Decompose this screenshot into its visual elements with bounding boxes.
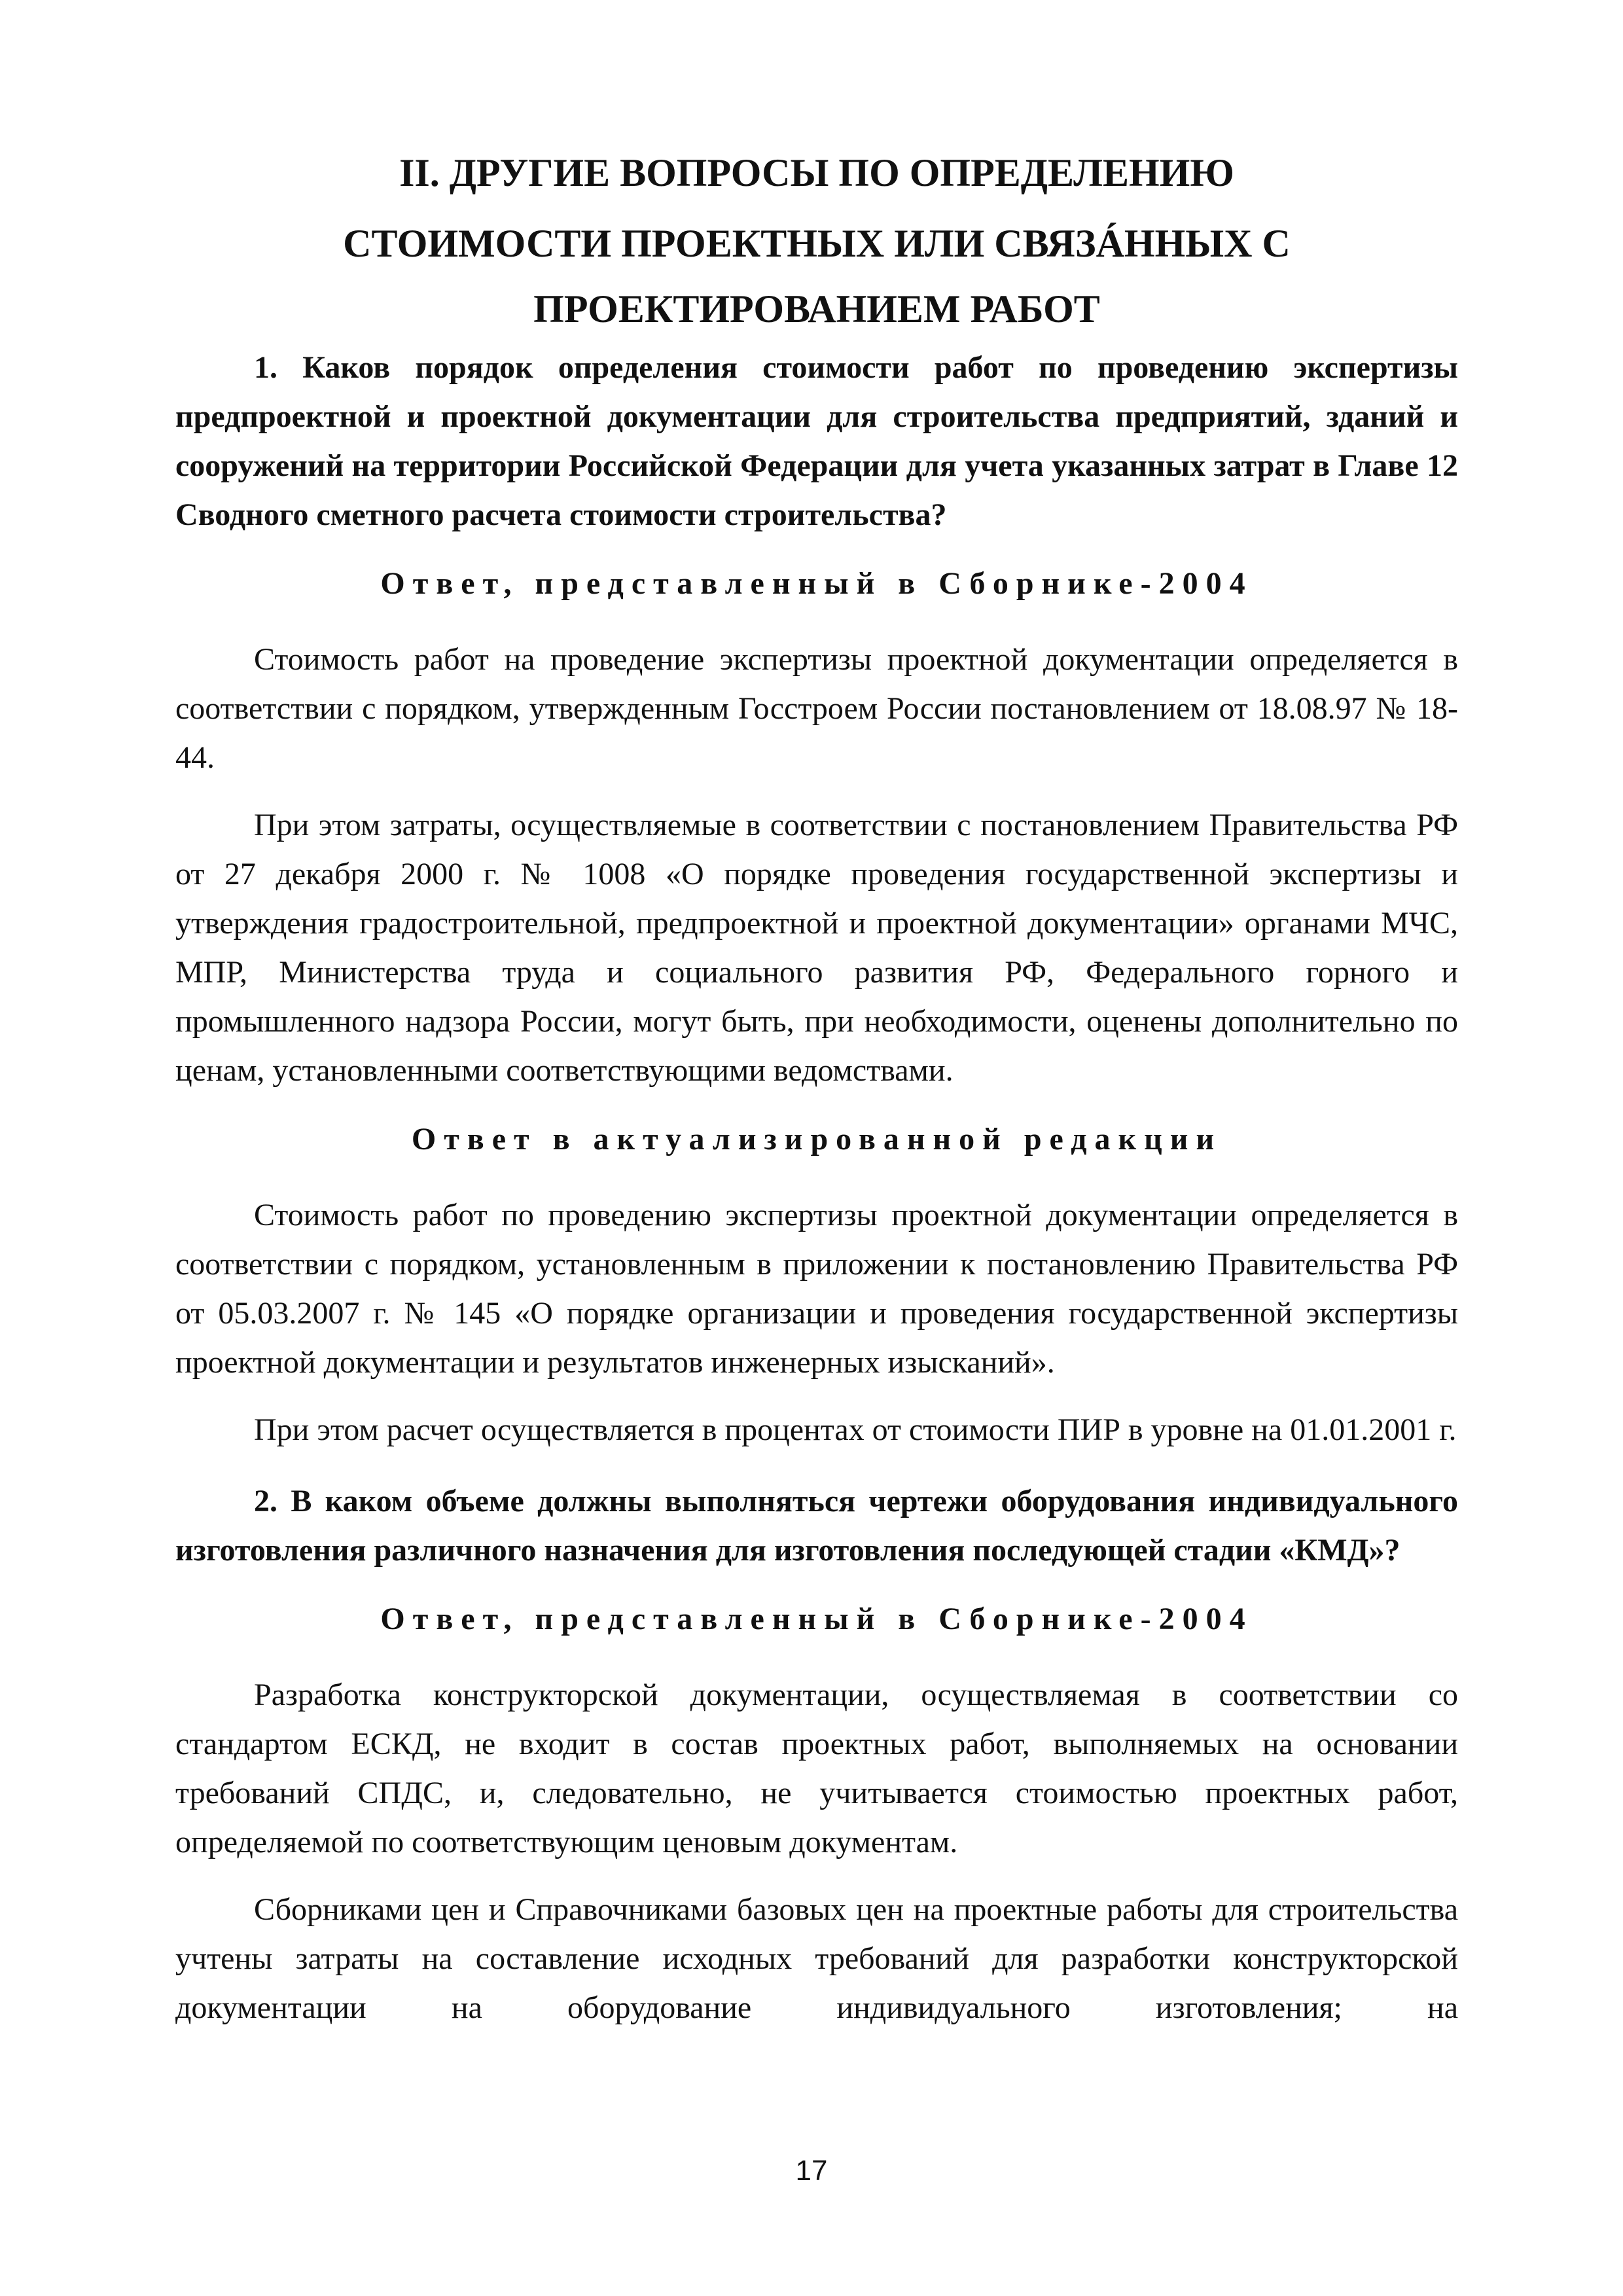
- question-2-text: В каком объеме должны выполняться чертежи оборудования индивидуального изготовления различного назначения для изготовления последующей стадии «КМД»?: [175, 1484, 1459, 1568]
- paragraph-gap: [175, 1387, 1458, 1405]
- section-title-line-1: II. ДРУГИЕ ВОПРОСЫ ПО ОПРЕДЕЛЕНИЮ: [399, 151, 1234, 194]
- q2-answer-2004-paragraph-1: Разработка конструкторской документации, осуществляемая в соответствии со стандартом ЕСКД, не входит в состав проектных работ, выполняемых на основании требований СПДС, и, следовательно, не учитывается стоимостью проектных работ, определяемой по соответствующим ценовым документам.: [175, 1677, 1458, 1859]
- question-1-text: Каков порядок определения стоимости работ по проведению экспертизы предпроектной и проектной документации для строительства предприятий, зданий и сооружений на территории Российской Федерации для учета указанных затрат в Главе 12 Сводного сметного расчета стоимости строительства?: [175, 350, 1459, 532]
- question-2-number: 2.: [254, 1484, 277, 1518]
- q1-answer-2004-paragraph-2: При этом затраты, осуществляемые в соответствии с постановлением Правительства РФ от 27 декабря 2000 г. № 1008 «О порядке проведения государственной экспертизы и утверждения градостроительной, предпроектной и проектной документации» органами МЧС, МПР, Министерства труда и социального развития РФ, Федерального горного и промышленного надзора России, могут быть, при необходимости, оценены дополнительно по ценам, установленными соответствующими ведомствами.: [175, 808, 1458, 1088]
- question-1-number: 1.: [254, 350, 277, 385]
- paragraph-gap: [175, 1454, 1458, 1473]
- paragraph-gap: [175, 782, 1458, 800]
- paragraph-gap: [175, 1867, 1458, 1885]
- q2-answer-2004-paragraph-2: Сборниками цен и Справочниками базовых цен на проектные работы для строительства учтены затраты на составление исходных требований для разработки конструкторской документации на оборудование индивидуального изготовления; на: [175, 1892, 1458, 2025]
- question-2: [175, 1477, 1458, 1575]
- page-content: [175, 137, 1458, 2032]
- section-title: [175, 137, 1458, 339]
- q1-answer-2004-paragraph-1: Стоимость работ на проведение экспертизы проектной документации определяется в соответствии с порядком, утвержденным Госстроем России постановлением от 18.08.97 № 18-44.: [175, 642, 1458, 775]
- q1-answer-2004-heading: Ответ, представленный в Сборнике-2004: [380, 566, 1253, 601]
- q2-answer-2004-heading: Ответ, представленный в Сборнике-2004: [380, 1602, 1253, 1636]
- q1-answer-updated-paragraph-2: При этом расчет осуществляется в процентах от стоимости ПИР в уровне на 01.01.2001 г.: [254, 1412, 1457, 1447]
- page-number: 17: [795, 2155, 828, 2187]
- question-1: [175, 343, 1458, 539]
- q1-answer-updated-heading: Ответ в актуализированной редакции: [411, 1122, 1222, 1157]
- section-title-line-2: СТОИМОСТИ ПРОЕКТНЫХ ИЛИ СВЯЗÁННЫХ С: [343, 222, 1291, 265]
- section-title-line-3: ПРОЕКТИРОВАНИЕМ РАБОТ: [533, 287, 1100, 331]
- q1-answer-updated-paragraph-1: Стоимость работ по проведению экспертизы проектной документации определяется в соответствии с порядком, установленным в приложении к постановлению Правительства РФ от 05.03.2007 г. № 145 «О порядке организации и проведения государственной экспертизы проектной документации и результатов инженерных изысканий».: [175, 1198, 1458, 1380]
